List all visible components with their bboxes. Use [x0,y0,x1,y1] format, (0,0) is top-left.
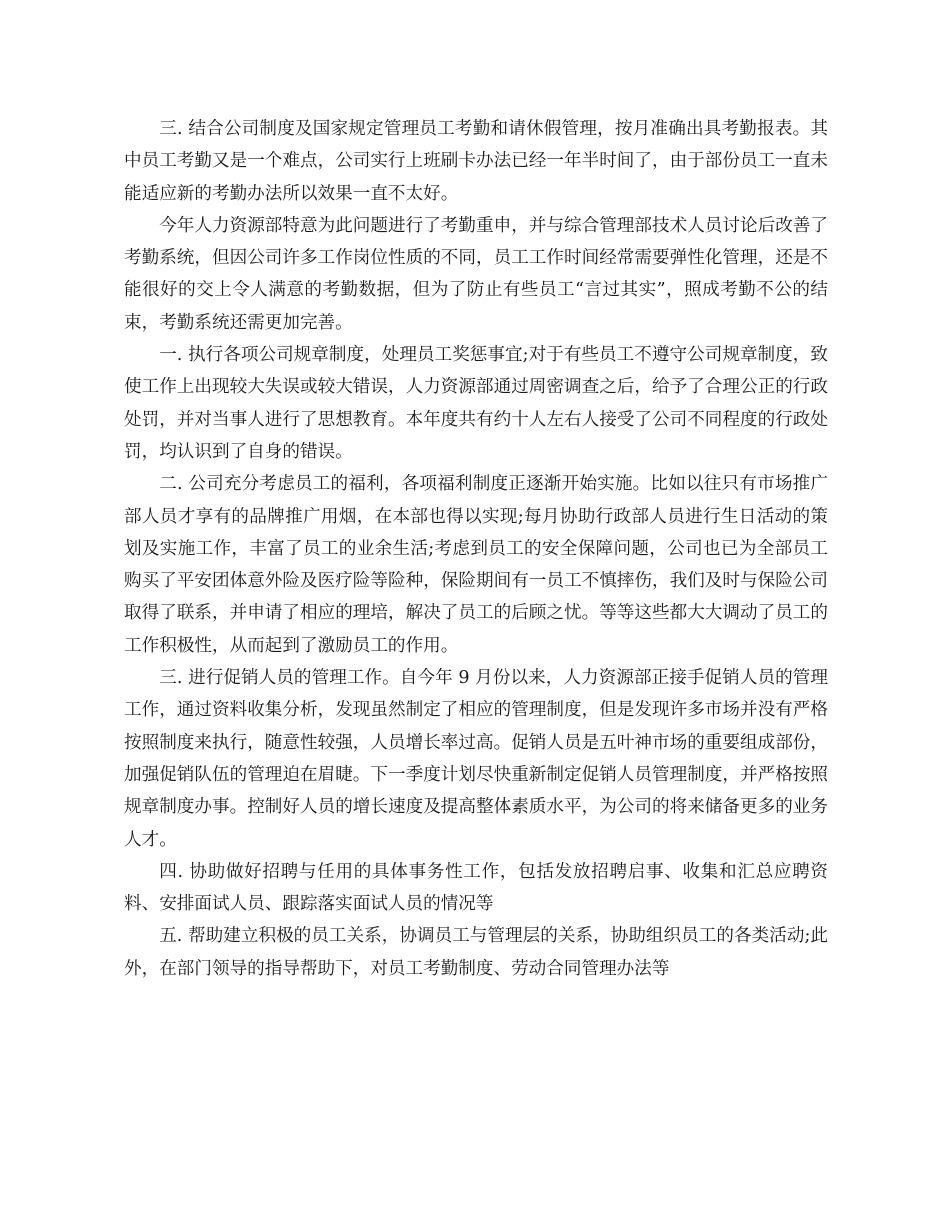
paragraph-rules-discipline: 一. 执行各项公司规章制度，处理员工奖惩事宜;对于有些员工不遵守公司规章制度，致使工作上出现较大失误或较大错误，人力资源部通过周密调查之后，给予了合理公正的行政处罚，并对当事人进行了思想教育。本年度共有约十人左右人接受了公司不同程度的行政处罚，均认识到了自身的错误。 [124,345,828,462]
paragraph-employee-relations: 五. 帮助建立积极的员工关系，协调员工与管理层的关系，协助组织员工的各类活动;此外，在部门领导的指导帮助下，对员工考勤制度、劳动合同管理办法等 [124,926,828,979]
paragraph-attendance-system: 今年人力资源部特意为此问题进行了考勤重申，并与综合管理部技术人员讨论后改善了考勤系统，但因公司许多工作岗位性质的不同，员工工作时间经常需要弹性化管理，还是不能很好的交上令人满意的考勤数据，但为了防止有些员工“言过其实”，照成考勤不公的结束，考勤系统还需更加完善。 [124,215,828,333]
paragraph-recruitment: 四. 协助做好招聘与任用的具体事务性工作，包括发放招聘启事、收集和汇总应聘资料、安排面试人员、跟踪落实面试人员的情况等 [124,861,828,915]
paragraph-welfare: 二. 公司充分考虑员工的福利，各项福利制度正逐渐开始实施。比如以往只有市场推广部人员才享有的品牌推广用烟，在本部也得以实现;每月协助行政部人员进行生日活动的策划及实施工作，丰富了员工的业余生活;考虑到员工的安全保障问题，公司也已为全部员工购买了平安团体意外险及医疗险等险种，保险期间有一员工不慎摔伤，我们及时与保险公司取得了联系，并申请了相应的理培，解决了员工的后顾之忧。等等这些都大大调动了员工的工作积极性，从而起到了激励员工的作用。 [124,474,828,656]
document-body [124,113,828,985]
paragraph-attendance: 三. 结合公司制度及国家规定管理员工考勤和请休假管理，按月准确出具考勤报表。其中员工考勤又是一个难点，公司实行上班刷卡办法已经一年半时间了，由于部份员工一直未能适应新的考勤办法所以效果一直不太好。 [124,119,828,204]
paragraph-promotion-staff: 三. 进行促销人员的管理工作。自今年 9 月份以来，人力资源部正接手促销人员的管理工作，通过资料收集分析，发现虽然制定了相应的管理制度，但是发现许多市场并没有严格按照制度来执行，随意性较强，人员增长率过高。促销人员是五叶神市场的重要组成部份，加强促销队伍的管理迫在眉睫。下一季度计划尽快重新制定促销人员管理制度，并严格按照规章制度办事。控制好人员的增长速度及提高整体素质水平，为公司的将来储备更多的业务人才。 [124,668,828,850]
